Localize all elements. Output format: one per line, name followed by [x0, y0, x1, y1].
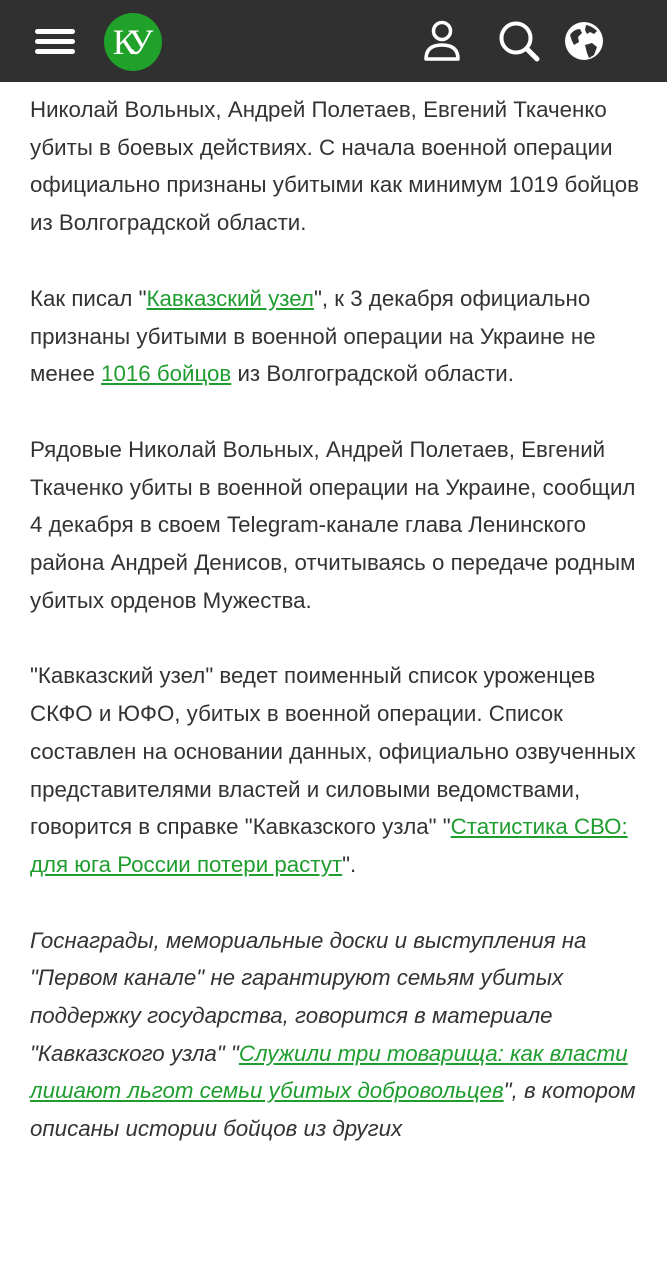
- text-segment: ", к 3 декабря официально признаны убитыми в военной операции на Украине не менее: [30, 285, 596, 387]
- text-segment: Как писал ": [30, 285, 147, 311]
- text-segment: ", в котором описаны истории бойцов из других: [30, 1078, 636, 1142]
- search-icon: [487, 9, 551, 73]
- globe-icon: [552, 9, 616, 73]
- text-segment: "Кавказский узел" ведет поименный список уроженцев СКФО и ЮФО, убитых в военной операции. Список составлен на основании данных, официально озвученных представителями властей и силовыми ведомствами, говорится в справке "Кавказского узла" ": [30, 663, 636, 840]
- hamburger-menu-icon: [23, 9, 87, 73]
- link-three-comrades[interactable]: Служили три товарища: как власти лишают льгот семьи убитых добровольцев: [30, 1040, 628, 1104]
- user-icon: [410, 9, 474, 73]
- paragraph-4: [30, 657, 642, 883]
- text-segment: из Волгоградской области.: [231, 361, 514, 387]
- paragraph-1: Николай Вольных, Андрей Полетаев, Евгений Ткаченко убиты в боевых действиях. С начала военной операции официально признаны убитыми как минимум 1019 бойцов из Волгоградской области.: [30, 97, 639, 236]
- paragraph-2: [30, 280, 642, 393]
- link-svo-statistics[interactable]: Статистика СВО: для юга России потери растут: [30, 814, 628, 877]
- text-segment: ".: [342, 851, 357, 877]
- article-body: [30, 91, 642, 1186]
- site-logo[interactable]: [104, 13, 162, 71]
- text-segment: Госнаграды, мемориальные доски и выступления на "Первом канале" не гарантируют семьям убитых поддержку государства, говорится в материале "Кавказского узла" ": [30, 927, 587, 1066]
- paragraph-5: [30, 922, 642, 1148]
- language-button[interactable]: [552, 9, 616, 73]
- logo-letters: КУ: [112, 22, 146, 62]
- paragraph-3: Рядовые Николай Вольных, Андрей Полетаев, Евгений Ткаченко убиты в военной операции на Украине, сообщил 4 декабря в своем Telegram-канале глава Ленинского района Андрей Денисов, отчитываясь о передаче родным убитых орденов Мужества.: [30, 436, 636, 613]
- search-button[interactable]: [487, 9, 551, 73]
- top-app-bar: [0, 0, 667, 82]
- link-1016-fighters[interactable]: 1016 бойцов: [101, 361, 232, 387]
- menu-button[interactable]: [23, 9, 87, 73]
- profile-button[interactable]: [410, 9, 474, 73]
- link-kavkazsky-uzel[interactable]: Кавказский узел: [146, 285, 314, 311]
